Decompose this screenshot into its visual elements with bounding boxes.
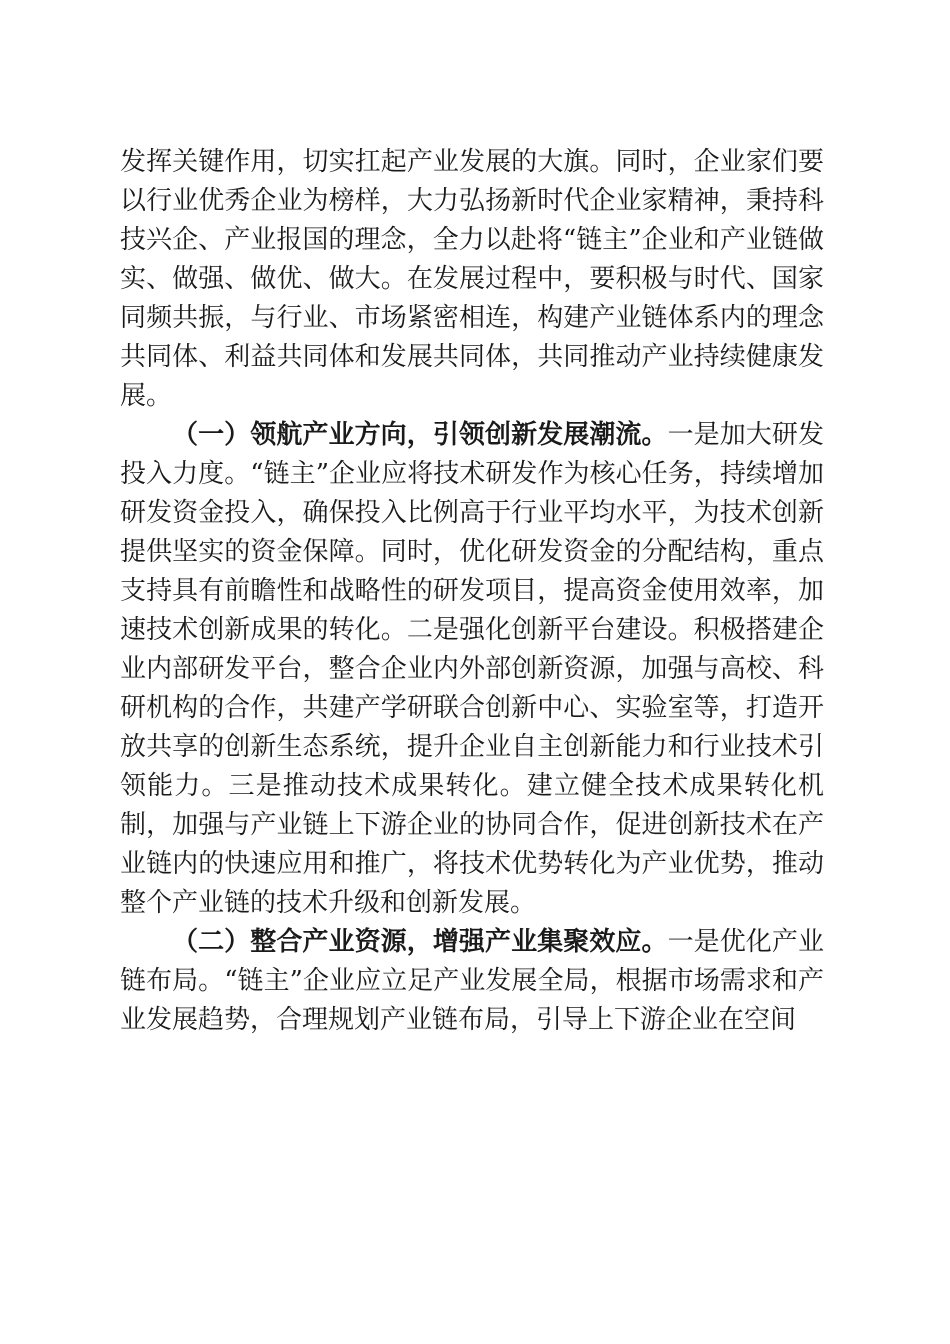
section-heading-1: （一）领航产业方向，引领创新发展潮流。 [172,420,668,450]
body-paragraph-2 [120,416,824,923]
body-paragraph-1 [120,143,824,416]
paragraph-text: 发挥关键作用，切实扛起产业发展的大旗。同时，企业家们要以行业优秀企业为榜样，大力弘扬新时代企业家精神，秉持科技兴企、产业报国的理念，全力以赴将“链主”企业和产业链做实、做强、做优、做大。在发展过程中，要积极与时代、国家同频共振，与行业、市场紧密相连，构建产业链体系内的理念共同体、利益共同体和发展共同体，共同推动产业持续健康发展。 [120,147,824,411]
section-heading-2: （二）整合产业资源，增强产业集聚效应。 [172,927,668,957]
paragraph-text: 一是加大研发投入力度。“链主”企业应将技术研发作为核心任务，持续增加研发资金投入，确保投入比例高于行业平均水平，为技术创新提供坚实的资金保障。同时，优化研发资金的分配结构，重点支持具有前瞻性和战略性的研发项目，提高资金使用效率，加速技术创新成果的转化。二是强化创新平台建设。积极搭建企业内部研发平台，整合企业内外部创新资源，加强与高校、科研机构的合作，共建产学研联合创新中心、实验室等，打造开放共享的创新生态系统，提升企业自主创新能力和行业技术引领能力。三是推动技术成果转化。建立健全技术成果转化机制，加强与产业链上下游企业的协同合作，促进创新技术在产业链内的快速应用和推广，将技术优势转化为产业优势，推动整个产业链的技术升级和创新发展。 [120,420,824,918]
document-page [120,143,824,1040]
body-paragraph-3 [120,923,824,1040]
paragraph-text: 一是优化产业链布局。“链主”企业应立足产业发展全局，根据市场需求和产业发展趋势，合理规划产业链布局，引导上下游企业在空间 [120,927,824,1035]
